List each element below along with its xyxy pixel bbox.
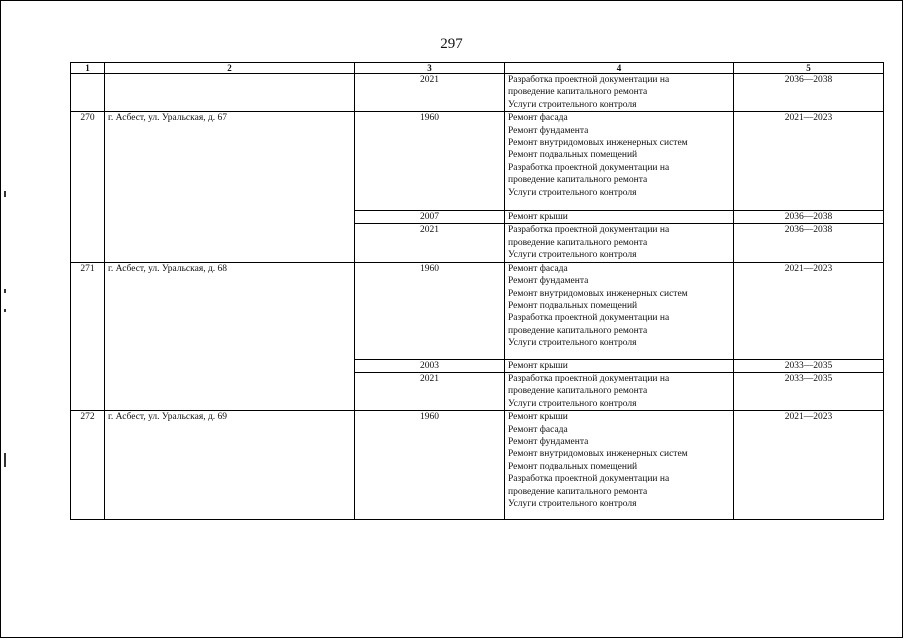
cell-year: 1960 xyxy=(355,262,505,359)
work-item: Разработка проектной документации на xyxy=(508,225,670,236)
table-row xyxy=(71,74,884,112)
work-item: Разработка проектной документации на xyxy=(508,373,670,384)
column-header: 1 xyxy=(71,63,105,74)
work-item: Ремонт подвальных помещений xyxy=(508,150,638,161)
table-body xyxy=(71,74,884,520)
table-header-row xyxy=(71,63,884,74)
cell-year: 2007 xyxy=(355,211,505,224)
scan-artifact-mark xyxy=(4,453,6,467)
table-row xyxy=(71,411,884,520)
work-item: Разработка проектной документации на xyxy=(508,474,670,485)
cell-year: 2021 xyxy=(355,224,505,262)
column-header: 4 xyxy=(505,63,734,74)
work-item: Разработка проектной документации на xyxy=(508,75,670,85)
scan-artifact-mark xyxy=(4,289,6,293)
table-row xyxy=(71,262,884,359)
work-item: Ремонт фасада xyxy=(508,263,568,274)
work-item: Услуги строительного контроля xyxy=(508,187,637,198)
work-item: проведение капитального ремонта xyxy=(508,486,648,497)
cell-works xyxy=(505,262,734,359)
work-item: Ремонт фундамента xyxy=(508,125,589,136)
cell-works xyxy=(505,359,734,372)
cell-address xyxy=(105,74,355,112)
work-item: Услуги строительного контроля xyxy=(508,250,637,261)
work-item: Разработка проектной документации на xyxy=(508,313,670,324)
cell-works xyxy=(505,224,734,262)
cell-works xyxy=(505,372,734,410)
cell-period: 2036—2038 xyxy=(734,211,884,224)
work-item: Разработка проектной документации на xyxy=(508,162,670,173)
work-item: Ремонт фундамента xyxy=(508,436,589,447)
work-item: Ремонт фасада xyxy=(508,113,568,124)
work-item: Ремонт фасада xyxy=(508,424,568,435)
work-item: Услуги строительного контроля xyxy=(508,99,637,110)
work-item: проведение капитального ремонта xyxy=(508,87,648,98)
work-item: проведение капитального ремонта xyxy=(508,175,648,186)
cell-works xyxy=(505,211,734,224)
page-number: 297 xyxy=(440,36,463,52)
cell-period: 2033—2035 xyxy=(734,372,884,410)
cell-year: 1960 xyxy=(355,112,505,211)
cell-address: г. Асбест, ул. Уральская, д. 67 xyxy=(105,112,355,262)
work-item: Ремонт фундамента xyxy=(508,276,589,287)
table-row xyxy=(71,112,884,211)
cell-period: 2036—2038 xyxy=(734,224,884,262)
work-item: проведение капитального ремонта xyxy=(508,386,648,397)
scan-artifact-mark xyxy=(4,309,6,312)
cell-works xyxy=(505,411,734,520)
cell-address: г. Асбест, ул. Уральская, д. 68 xyxy=(105,262,355,410)
work-item: Услуги строительного контроля xyxy=(508,338,637,349)
cell-number xyxy=(71,74,105,112)
column-header: 2 xyxy=(105,63,355,74)
cell-works xyxy=(505,112,734,211)
cell-year: 1960 xyxy=(355,411,505,520)
work-item: Ремонт внутридомовых инженерных систем xyxy=(508,288,688,299)
cell-period: 2036—2038 xyxy=(734,74,884,112)
cell-number: 271 xyxy=(71,262,105,410)
work-item: проведение капитального ремонта xyxy=(508,325,648,336)
cell-period: 2021—2023 xyxy=(734,112,884,211)
work-item: Ремонт крыши xyxy=(508,412,568,423)
cell-number: 272 xyxy=(71,411,105,520)
cell-works xyxy=(505,74,734,112)
scan-artifact-mark xyxy=(4,191,6,197)
work-item: проведение капитального ремонта xyxy=(508,237,648,248)
cell-address: г. Асбест, ул. Уральская, д. 69 xyxy=(105,411,355,520)
cell-year: 2003 xyxy=(355,359,505,372)
work-item: Ремонт подвальных помещений xyxy=(508,461,638,472)
work-item: Услуги строительного контроля xyxy=(508,499,637,509)
work-item: Ремонт внутридомовых инженерных систем xyxy=(508,138,688,149)
work-item: Ремонт крыши xyxy=(508,360,568,371)
cell-period: 2033—2035 xyxy=(734,359,884,372)
cell-year: 2021 xyxy=(355,74,505,112)
cell-year: 2021 xyxy=(355,372,505,410)
cell-number: 270 xyxy=(71,112,105,262)
work-item: Услуги строительного контроля xyxy=(508,398,637,409)
work-item: Ремонт внутридомовых инженерных систем xyxy=(508,449,688,460)
repair-schedule-table xyxy=(70,62,884,520)
column-header: 5 xyxy=(734,63,884,74)
column-header: 3 xyxy=(355,63,505,74)
cell-period: 2021—2023 xyxy=(734,411,884,520)
cell-period: 2021—2023 xyxy=(734,262,884,359)
work-item: Ремонт крыши xyxy=(508,212,568,223)
work-item: Ремонт подвальных помещений xyxy=(508,300,638,311)
